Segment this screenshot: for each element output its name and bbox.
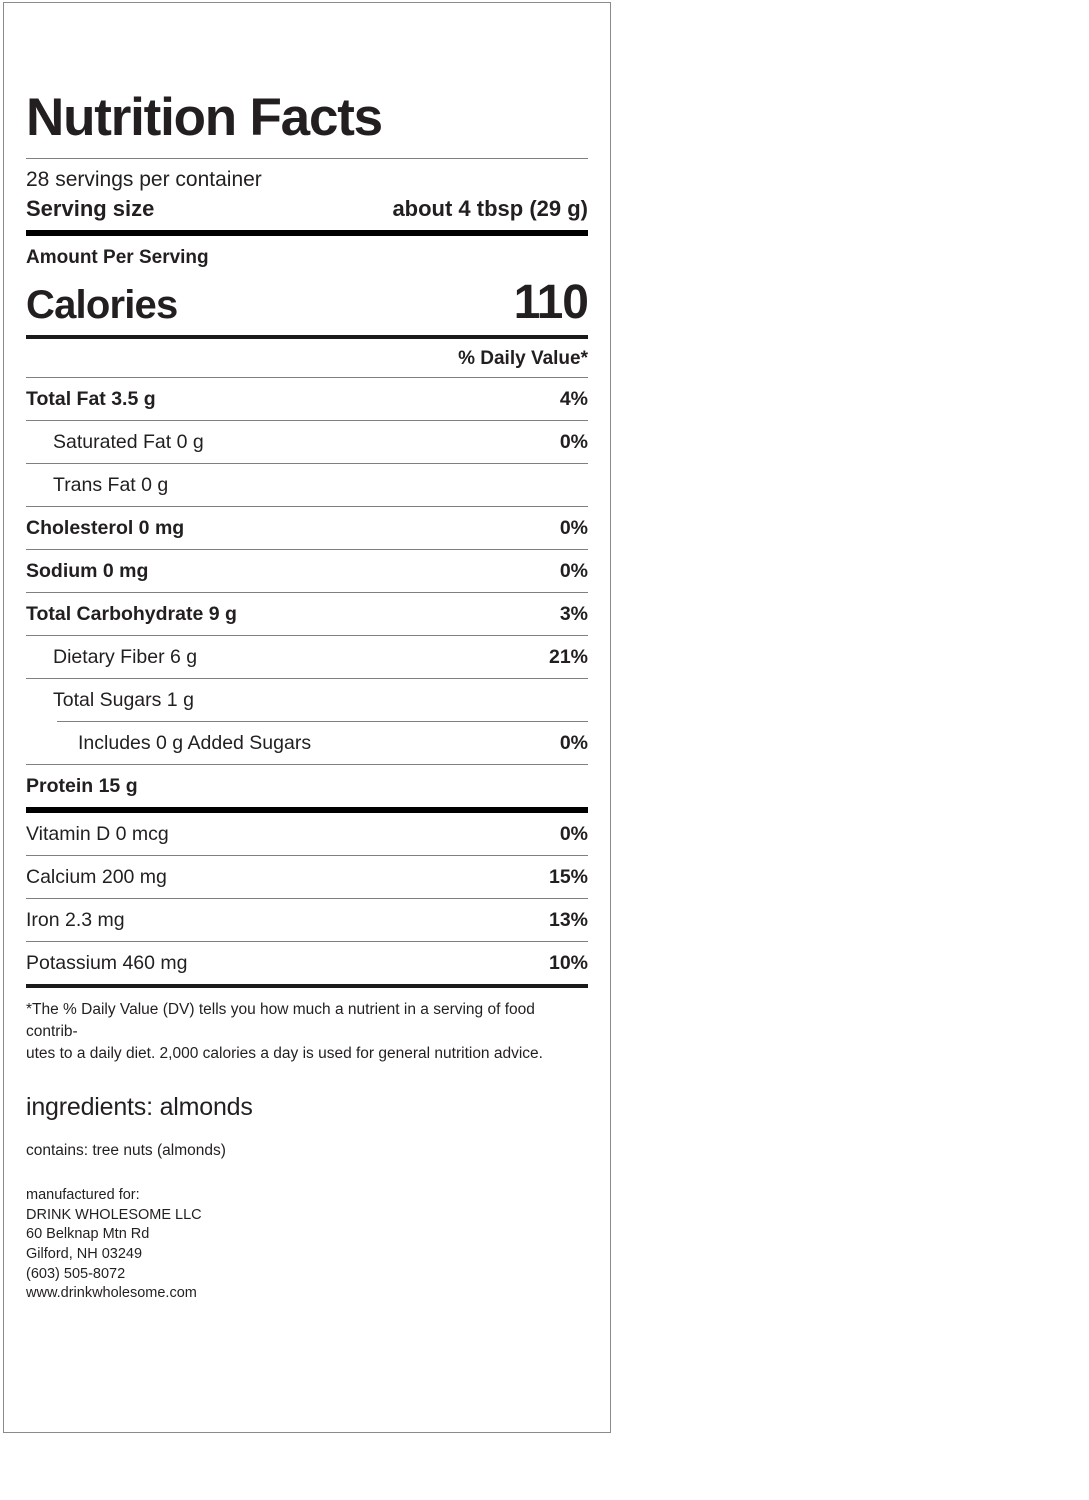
nutrient-daily-value: 0% bbox=[559, 560, 588, 583]
nutrient-label: Includes 0 g Added Sugars bbox=[78, 732, 312, 755]
address-line-phone: (603) 505-8072 bbox=[26, 1265, 126, 1282]
vitamin-label: Vitamin D 0 mcg bbox=[26, 823, 169, 846]
ingredients-text: ingredients: almonds bbox=[26, 1093, 253, 1122]
vitamin-daily-value: 0% bbox=[559, 823, 588, 846]
nutrient-row-dietary-fiber bbox=[26, 636, 588, 678]
nutrient-row-total-fat bbox=[26, 378, 588, 420]
vitamin-daily-value: 15% bbox=[548, 866, 588, 889]
address-line-company: DRINK WHOLESOME LLC bbox=[26, 1206, 202, 1223]
nutrient-row-sodium bbox=[26, 550, 588, 592]
nutrient-daily-value: 4% bbox=[559, 388, 588, 411]
nutrient-row-total-sugars bbox=[26, 679, 588, 721]
daily-value-footnote bbox=[26, 988, 588, 1065]
address-line-manufactured-for: manufactured for: bbox=[26, 1187, 140, 1204]
nutrient-row-added-sugars bbox=[26, 722, 588, 764]
nutrient-label: Saturated Fat 0 g bbox=[53, 431, 204, 454]
nutrient-row-total-carbohydrate bbox=[26, 593, 588, 635]
nutrient-row-cholesterol bbox=[26, 507, 588, 549]
label-content bbox=[26, 3, 588, 1304]
calories-label: Calories bbox=[26, 283, 178, 328]
nutrient-label: Sodium 0 mg bbox=[26, 560, 149, 583]
calories-value: 110 bbox=[513, 276, 588, 330]
vitamin-label: Calcium 200 mg bbox=[26, 866, 167, 889]
nutrient-label: Total Fat 3.5 g bbox=[26, 388, 156, 411]
footnote-line-2: utes to a daily diet. 2,000 calories a day is used for general nutrition advice. bbox=[26, 1045, 543, 1063]
vitamin-daily-value: 13% bbox=[548, 909, 588, 932]
nutrient-row-protein bbox=[26, 765, 588, 807]
nutrient-row-saturated-fat bbox=[26, 421, 588, 463]
nutrient-label: Total Carbohydrate 9 g bbox=[26, 603, 237, 626]
nutrient-daily-value: 3% bbox=[559, 603, 588, 626]
nutrient-daily-value: 0% bbox=[559, 431, 588, 454]
vitamin-row-calcium bbox=[26, 856, 588, 898]
serving-size-value: about 4 tbsp (29 g) bbox=[392, 196, 588, 222]
serving-size-label: Serving size bbox=[26, 196, 155, 222]
address-line-website: www.drinkwholesome.com bbox=[26, 1285, 197, 1302]
vitamin-label: Iron 2.3 mg bbox=[26, 909, 125, 932]
allergen-contains-text: contains: tree nuts (almonds) bbox=[26, 1142, 226, 1160]
nutrient-daily-value: 21% bbox=[548, 646, 588, 669]
nutrition-facts-panel bbox=[3, 2, 611, 1433]
footnote-line-1: *The % Daily Value (DV) tells you how much a nutrient in a serving of food contrib- bbox=[26, 1001, 535, 1041]
nutrient-daily-value: 0% bbox=[559, 732, 588, 755]
vitamin-row-potassium bbox=[26, 942, 588, 984]
vitamin-row-vitamin-d bbox=[26, 813, 588, 855]
nutrient-daily-value: 0% bbox=[559, 517, 588, 540]
page-title: Nutrition Facts bbox=[26, 88, 382, 147]
vitamin-label: Potassium 460 mg bbox=[26, 952, 188, 975]
address-line-city-state-zip: Gilford, NH 03249 bbox=[26, 1246, 143, 1263]
servings-per-container: 28 servings per container bbox=[26, 168, 262, 191]
nutrient-label: Trans Fat 0 g bbox=[53, 474, 169, 497]
manufacturer-address bbox=[26, 1160, 588, 1303]
daily-value-header: % Daily Value* bbox=[458, 348, 588, 370]
nutrient-label: Cholesterol 0 mg bbox=[26, 517, 185, 540]
serving-size-row bbox=[26, 194, 588, 230]
nutrient-label: Total Sugars 1 g bbox=[53, 689, 194, 712]
vitamin-row-iron bbox=[26, 899, 588, 941]
vitamin-daily-value: 10% bbox=[548, 952, 588, 975]
nutrient-label: Dietary Fiber 6 g bbox=[53, 646, 198, 669]
amount-per-serving-label: Amount Per Serving bbox=[26, 247, 209, 269]
address-line-street: 60 Belknap Mtn Rd bbox=[26, 1226, 150, 1243]
nutrient-row-trans-fat bbox=[26, 464, 588, 506]
calories-row bbox=[26, 275, 588, 335]
nutrient-label: Protein 15 g bbox=[26, 775, 138, 798]
